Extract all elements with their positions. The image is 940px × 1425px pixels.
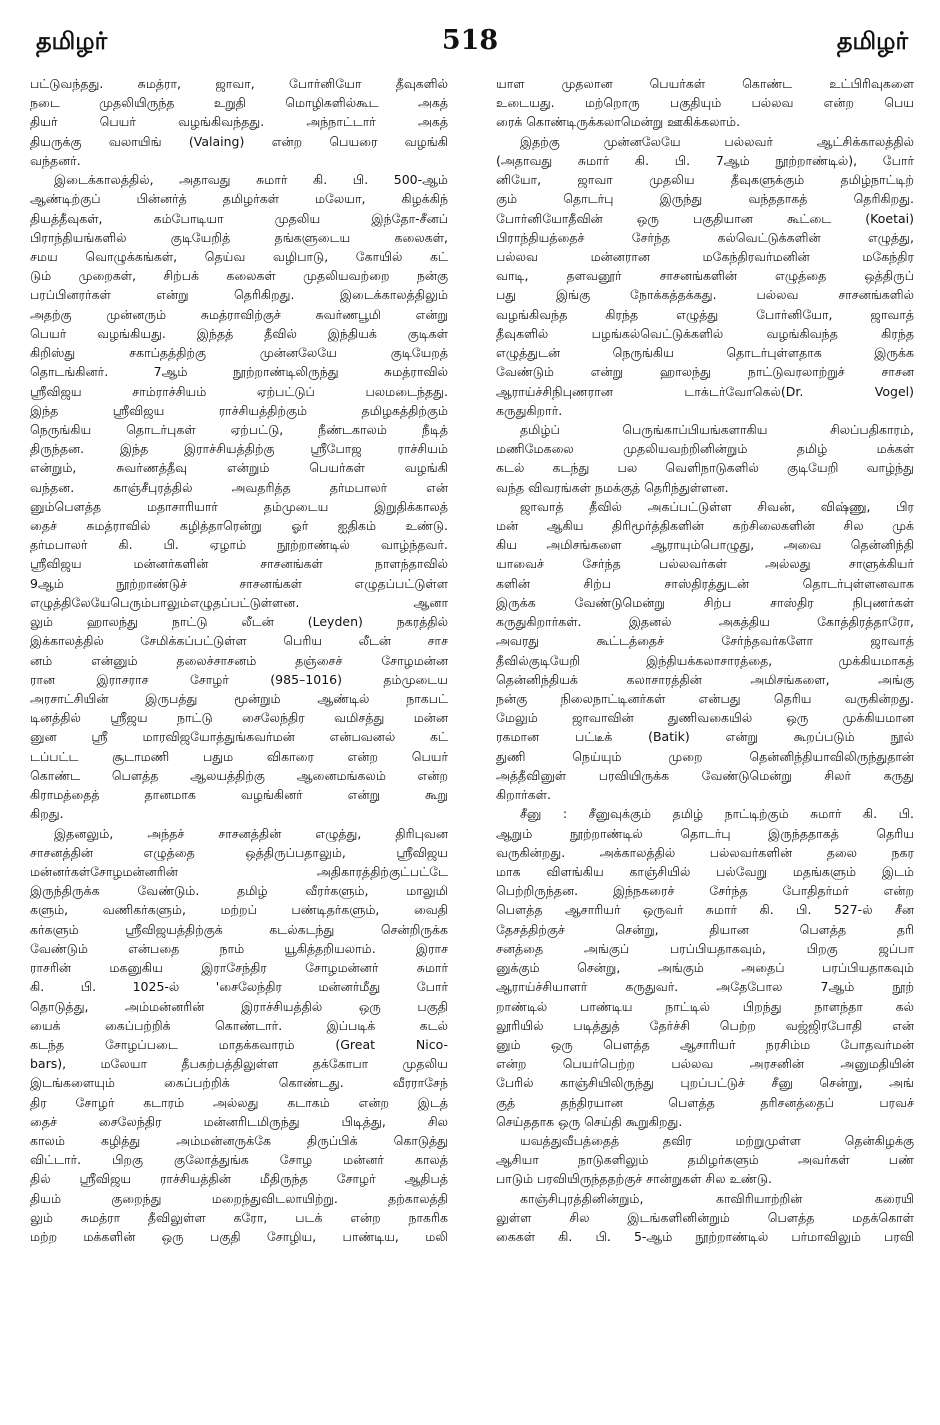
text-line: லுள்ள சில இடங்களினின்றும் பௌத்த மதக்கொள் — [496, 1209, 914, 1225]
text-line: அரசாட்சியின் இருபத்து மூன்றும் ஆண்டில் நாகபட் — [30, 691, 448, 706]
text-line: யாவைச் சேர்ந்த பல்லவர்கள் அல்லது சாளுக்கியர் — [496, 556, 914, 572]
text-line: வந்தனர். — [30, 152, 81, 168]
text-line: சீனு : சீனுவுக்கும் தமிழ் நாட்டிற்கும் சுமார் கி. பி. — [520, 806, 914, 822]
text-line: பெற்றிருந்தன. இந்நகரைச் சேர்ந்த போதிதர்மர் என்ற — [496, 883, 914, 899]
text-line: களும், வணிகர்களும், மற்றப் பண்டிதர்களும், வைதி — [30, 902, 448, 918]
text-line: எழுத்திலேயேபெரும்பாலும்எழுதப்பட்டுள்ளன. ஆனா — [30, 594, 448, 610]
text-line: போர்னியோதீவின் ஒரு பகுதியான கூட்டை (Koetai) — [496, 210, 914, 226]
running-head-right: தமிழர் — [836, 27, 908, 55]
text-line: வழங்கிவந்த கிரந்த எழுத்து போர்னியோ, ஜாவாத் — [496, 306, 914, 322]
text-line: ஜாவாத் தீவில் அகப்பட்டுள்ள சிவன், விஷ்ணு, பிர — [520, 498, 914, 514]
text-line: ஆராய்ச்சிநிபுணரான டாக்டர்வோகெல்(Dr. Vogel) — [496, 383, 914, 399]
text-line: தியத்தீவுகள், கம்போடியா முதலிய இந்தோ-சீனப் — [30, 210, 448, 226]
text-line: ரைக் கொண்டிருக்கலாமென்று ஊகிக்கலாம். — [496, 114, 741, 130]
text-line: வருகின்றது. அக்காலத்தில் பல்லவர்களின் தலை நகர — [496, 844, 914, 860]
text-line: கிறிஸ்து சகாப்தத்திற்கு முன்னலேயே குடியேறத் — [30, 345, 448, 361]
text-line: கொண்ட பௌத்த ஆலயத்திற்கு ஆனைமங்கலம் என்ற — [30, 767, 448, 783]
text-line: பேரில் காஞ்சியிலிருந்து புறப்பட்டுச் சீனு சென்று, அங் — [496, 1075, 914, 1091]
text-line: இதற்கு முன்னலேயே பல்லவர் ஆட்சிக்காலத்தில் — [520, 133, 914, 149]
text-line: ரகமான பட்டீக் (Batik) என்று கூறப்படும் நூல் — [496, 729, 914, 745]
text-line: லும் சுமத்ரா தீவிலுள்ள கரோ, படக் என்ற நாகரிக — [30, 1209, 448, 1225]
text-line: குத் தந்திரயான பௌத்த தரிசனத்தைப் பரவச் — [496, 1094, 914, 1110]
text-line: ஆசியா நாடுகளிலும் தமிழர்களும் அவர்கள் பண் — [496, 1152, 914, 1168]
text-line: தியம் குறைந்து மறைந்துவிடலாயிற்று. தற்காலத்தி — [30, 1190, 448, 1206]
right-text-column — [496, 74, 914, 1246]
text-line: தைச் சுமத்ராவில் கழித்தாரென்று ஓர் ஐதிகம் உண்டு. — [30, 518, 448, 534]
text-line: கிய அமிசங்களை ஆராயும்பொழுது, அவை தென்னிந்தி — [496, 537, 914, 553]
text-line: மாக விளங்கிய காஞ்சியில் பல்வேறு மதங்களும் இடம் — [496, 863, 914, 879]
text-line: இருந்திருக்க வேண்டும். தமிழ் வீரர்களும், மாலுமி — [30, 883, 448, 899]
text-line: யவத்துவீபத்தைத் தவிர மற்றுமுள்ள தென்கிழக்கு — [520, 1133, 914, 1149]
text-line: அவரது கூட்டத்தைச் சேர்ந்தவர்களோ ஜாவாத் — [496, 633, 914, 649]
text-line: தர்மபாலர் கி. பி. ஏழாம் நூற்றாண்டில் வாழ்ந்தவர். — [30, 537, 448, 553]
text-line: யைக் கைப்பற்றிக் கொண்டார். இப்படிக் கடல் — [30, 1017, 448, 1033]
text-line: செய்ததாக ஒரு செய்தி கூறுகிறது. — [496, 1113, 683, 1129]
text-line: அத்தீவினுள் பரவியிருக்க வேண்டுமென்று சிலர் கருது — [496, 767, 914, 783]
text-line: பாடும் பரவியிருந்ததற்குச் சான்றுகள் சில உண்டு. — [496, 1171, 772, 1187]
text-line: வந்த விவரங்கள் நமக்குத் தெரிந்துள்ளன. — [496, 479, 729, 495]
text-line: டும் முறைகள், சிற்பக் கலைகள் முதலியவற்றை நன்கு — [30, 268, 448, 284]
text-line: னம் என்னும் தலைச்சாசனம் தஞ்சைச் சோழமன்ன — [30, 652, 448, 668]
text-line: தமிழ்ப் பெருங்காப்பியங்களாகிய சிலப்பதிகாரம், — [520, 421, 914, 437]
text-line: கைகள் கி. பி. 5-ஆம் நூற்றாண்டில் பர்மாவிலும் பரவி — [496, 1229, 914, 1245]
text-line: ஆறும் நூற்றாண்டில் தொடர்பு இருந்ததாகத் தெரிய — [496, 825, 914, 841]
text-line: னியோ, ஜாவா முதலிய தீவுகளுக்கும் தமிழ்நாட்டிற் — [496, 172, 914, 188]
text-line: பௌத்த ஆசாரியர் ஒருவர் சுமார் கி. பி. 527-ல் சீன — [496, 902, 914, 918]
text-line: தீவில்குடியேறி இந்தியக்கலாசாரத்தை, முக்கியமாகத் — [496, 652, 914, 668]
text-line: அதற்கு முன்னரும் சுமத்ராவிற்குச் சுவர்ணபூமி என்று — [30, 306, 448, 322]
text-line: வந்தன. காஞ்சீபுரத்தில் அவதரித்த தர்மபாலர் என் — [30, 479, 448, 495]
text-line: கர்களும் ஸ்ரீவிஜயத்திற்குக் கடல்கடந்து சென்றிருக்க — [30, 921, 448, 937]
text-line: துணி நெய்யும் முறை தென்னிந்தியாவிலிருந்துதான் — [496, 748, 914, 764]
text-line: னும் ஒரு பௌத்த ஆசாரியர் நரசிம்ம போதவர்மன் — [496, 1036, 914, 1052]
text-line: பிராந்தியத்தைச் சேர்ந்த கல்வெட்டுக்களின் எழுத்து, — [496, 229, 914, 245]
left-text-column — [30, 74, 448, 1246]
text-line: நெருங்கிய தொடர்புகள் ஏற்பட்டு, நீண்டகாலம் நீடித் — [30, 421, 448, 437]
text-line: வேண்டும் என்பதை நாம் யூகித்தறியலாம். இராச — [30, 940, 448, 956]
text-line: தொடுத்து, அம்மன்னரின் இராச்சியத்தில் ஒரு பகுதி — [30, 998, 448, 1014]
text-line: பரப்பினரர்கள் என்று தெரிகிறது. இடைக்காலத்திலும் — [30, 287, 448, 303]
text-line: லும் ஹாலந்து நாட்டு லீடன் (Leyden) நகரத்தில் — [30, 614, 448, 630]
text-line: தீவுகளில் பழங்கல்வெட்டுக்களில் வழங்கிவந்த கிரந்த — [496, 325, 914, 341]
text-line: bars), மலேயா தீபகற்பத்திலுள்ள தக்கோபா முதலிய — [30, 1056, 448, 1072]
text-line: கி. பி. 1025-ல் 'சைலேந்திர மன்னர்மீது போர் — [30, 979, 448, 995]
text-line: என்ற பெயர்பெற்ற பல்லவ அரசனின் அனுமதியின் — [496, 1056, 914, 1072]
text-line: கிறார்கள். — [496, 787, 552, 803]
text-line: தேசத்திற்குச் சென்று, தியான பௌத்த தரி — [496, 921, 914, 937]
text-line: கிராமத்தைத் தானமாக வழங்கினர் என்று கூறு — [30, 787, 448, 803]
text-line: ரான இராசராச சோழர் (985–1016) தம்முடைய — [30, 671, 448, 687]
text-line: கும் தொடர்பு இருந்து வந்ததாகத் தெரிகிறது. — [496, 191, 914, 207]
page-number: 518 — [441, 25, 499, 56]
text-line: காலம் கழித்து அம்மன்னருக்கே திருப்பிக் கொடுத்து — [30, 1133, 448, 1149]
text-line: மன்னர்கள்சோழமன்னரின் அதிகாரத்திற்குட்பட்டே — [30, 863, 448, 879]
text-line: னுன ஸ்ரீ மாரவிஜயோத்துங்கவர்மன் என்பவனல் கட் — [30, 729, 448, 745]
text-line: தியருக்கு வலாயிங் (Valaing) என்ற பெயரை வழங்கி — [30, 133, 448, 149]
text-line: இருக்க வேண்டுமென்று சிற்ப சாஸ்திர நிபுணர்கள் — [496, 594, 914, 610]
text-line: மேலும் ஜாவாவின் துணிவகையில் ஒரு முக்கியமான — [496, 710, 914, 726]
text-line: கருதுகிறார். — [496, 402, 563, 418]
text-line: இக்காலத்தில் சேமிக்கப்பட்டுள்ள பெரிய லீடன் சாச — [30, 633, 448, 649]
text-line: தில் ஸ்ரீவிஜய ராச்சியத்தின் மீதிருந்த சோழர் ஆதிபத் — [30, 1171, 448, 1187]
text-line: டப்பட்ட சூடாமணி பதும விகாரை என்ற பெயர் — [30, 748, 448, 764]
text-line: 9ஆம் நூற்றாண்டுச் சாசனங்கள் எழுதப்பட்டுள்ள — [30, 575, 448, 591]
text-line: தைச் சைலேந்திர மன்னரிடமிருந்து பிடித்து, சில — [30, 1113, 448, 1129]
text-line: வேண்டும் என்று ஹாலந்து நாட்டுவரலாற்றுச் சாசன — [496, 364, 914, 380]
text-line: மணிமேகலை முதலியவற்றினின்றும் தமிழ் மக்கள் — [496, 441, 914, 457]
text-line: வாடி, தளவனூர் சாசனங்களின் எழுத்தை ஒத்திருப் — [496, 268, 914, 284]
text-line: களின் சிற்ப சாஸ்திரத்துடன் தொடர்புள்ளனவாக — [496, 575, 914, 591]
text-line: றாண்டில் பாண்டிய நாட்டில் பிறந்து நாளந்தா கல் — [496, 998, 914, 1014]
text-line: விட்டார். பிறகு குலோத்துங்க சோழ மன்னர் காலத் — [30, 1152, 448, 1168]
text-line: பல்லவ மன்னரான மகேந்திரவர்மனின் மகேந்திர — [496, 248, 914, 264]
text-line: பது இங்கு நோக்கத்தக்கது. பல்லவ சாசனங்களில் — [496, 287, 914, 303]
text-line: ஸ்ரீவிஜய சாம்ராச்சியம் ஏற்பட்டுப் பலமடைந்தது. — [30, 383, 448, 399]
text-line: னும்பௌத்த மதாசாரியார் தம்முடைய இறுதிக்காலத் — [30, 498, 448, 514]
text-line: இடைக்காலத்தில், அதாவது சுமார் கி. பி. 500-ஆம் — [54, 172, 448, 188]
text-line: என்றும், சுவர்ணத்தீவு என்றும் பெயர்கள் வழங்கி — [30, 460, 448, 476]
text-line: ராசரின் மகனுகிய இராசேந்திர சோழமன்னர் சுமார் — [30, 960, 448, 976]
text-line: ஆண்டிற்குப் பின்னர்த் தமிழர்கள் மலேயா, கிழக்கிந் — [30, 191, 448, 207]
text-line: சமய வொழுக்கங்கள், தெய்வ வழிபாடு, கோயில் கட் — [30, 248, 448, 264]
text-line: திருந்தன. இந்த இராச்சியத்திற்கு ஸ்ரீபோஜ ராச்சியம் — [30, 441, 448, 457]
text-line: மன் ஆகிய திரிமூர்த்திகளின் கற்சிலைகளின் சில முக் — [496, 518, 914, 534]
text-line: ஆராய்ச்சியாளர் கருதுவர். அதேபோல 7ஆம் நூற் — [496, 979, 914, 995]
text-line: கிறது. — [30, 806, 64, 822]
text-line: நன்கு நிலைநாட்டினர்கள் என்பது தெரிய வருகின்றது. — [496, 691, 914, 706]
text-line: நடை முதலியிருந்த உறுதி மொழிகளில்கூட அகத் — [30, 95, 448, 111]
text-line: இந்த ஸ்ரீவிஜய ராச்சியத்திற்கும் தமிழகத்திற்கும் — [30, 402, 448, 418]
text-line: (அதாவது சுமார் கி. பி. 7ஆம் நூற்றாண்டில்), போர் — [496, 152, 914, 168]
text-line: உடையது. மற்றொரு பகுதியும் பல்லவ என்ற பெய — [496, 95, 914, 111]
text-line: தியர் பெயர் வழங்கிவந்தது. அந்நாட்டார் அகத் — [30, 114, 448, 130]
text-line: சாசனத்தின் எழுத்தை ஒத்திருப்பதாலும், ஸ்ரீவிஜய — [30, 844, 448, 860]
text-line: திர சோழர் கடாரம் அல்லது கடாகம் என்ற இடத் — [30, 1094, 448, 1110]
text-line: பிராந்தியங்களில் குடியேறித் தங்களுடைய கலைகள், — [30, 229, 448, 245]
text-line: இடங்களையும் கைப்பற்றிக் கொண்டது. வீரராசேந் — [30, 1075, 448, 1091]
text-line: பட்டுவந்தது. சுமத்ரா, ஜாவா, போர்னியோ தீவுகளில் — [30, 76, 448, 91]
text-line: கருதுகிறார்கள். இதனல் அகத்திய கோத்திரத்தாரோ, — [496, 614, 914, 630]
text-line: மற்ற மக்களின் ஒரு பகுதி சோழிய, பாண்டிய, மலி — [30, 1229, 448, 1245]
text-line: காஞ்சிபுரத்தினின்றும், காவிரியாற்றின் கரையி — [520, 1190, 914, 1206]
text-line: லூரியில் படித்துத் தேர்ச்சி பெற்ற வஜ்ஜிரபோதி என் — [496, 1017, 914, 1033]
text-line: எழுத்துடன் நெருங்கிய தொடர்புள்ளதாக இருக்க — [496, 345, 914, 361]
text-line: பெயர் வழங்கியது. இந்தத் தீவில் இந்தியக் குடிகள் — [30, 325, 448, 341]
text-line: தொடங்கினர். 7ஆம் நூற்றாண்டிலிருந்து சுமத்ராவில் — [30, 364, 448, 380]
text-line: இதனலும், அந்தச் சாசனத்தின் எழுத்து, திரிபுவன — [54, 825, 448, 841]
text-line: சனத்தை அங்குப் பரப்பியதாகவும், பிறகு ஜப்பா — [496, 940, 914, 956]
text-line: ஸ்ரீவிஜய மன்னர்களின் சாசனங்கள் நாளந்தாவில் — [30, 556, 448, 572]
text-line: தென்னிந்தியக் கலாசாரத்தின் அமிசங்களை, அங்கு — [496, 671, 914, 687]
running-head-left: தமிழர் — [36, 27, 108, 55]
text-line: னுக்கும் சென்று, அங்கும் அதைப் பரப்பியதாகவும் — [496, 960, 914, 976]
text-line: கடல் கடந்து பல வெளிநாடுகளில் குடியேறி வாழ்ந்து — [496, 460, 914, 476]
text-line: டினத்தில் ஸ்ரீஜய நாட்டு சைலேந்திர வமிசத்து மன்ன — [30, 710, 448, 726]
text-line: கடந்த சோழப்படை மாதக்கவாரம் (Great Nico- — [30, 1036, 448, 1052]
text-line: யாள முதலான பெயர்கள் கொண்ட உட்பிரிவுகளை — [496, 76, 914, 91]
